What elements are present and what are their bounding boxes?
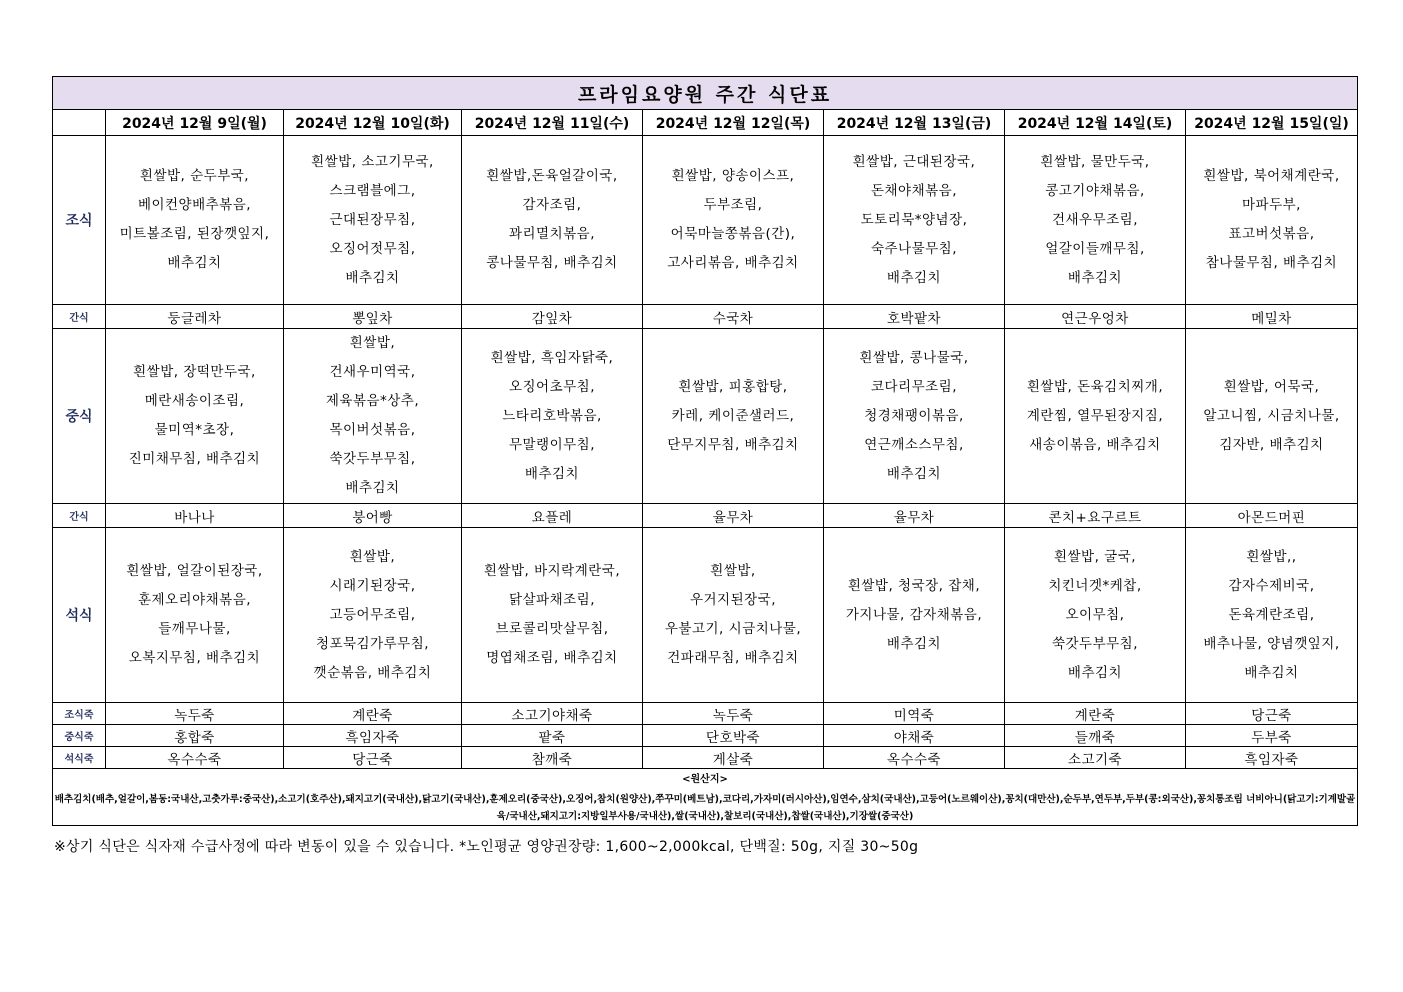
snack-pm-cell: 콘치+요구르트 bbox=[1005, 504, 1186, 528]
menu-item-line: 콩나물무침, 배추김치 bbox=[486, 255, 618, 271]
menu-item-line: 느타리호박볶음, bbox=[502, 407, 602, 424]
menu-item-line: 건새우무조림, bbox=[1051, 211, 1139, 228]
lunch-porridge-cell: 팥죽 bbox=[462, 725, 643, 747]
menu-item-line: 돈육계란조림, bbox=[1228, 606, 1315, 623]
menu-item-line: 배추김치 bbox=[1067, 664, 1123, 681]
snack-pm-cell: 요플레 bbox=[462, 504, 643, 528]
dinner-cell bbox=[284, 528, 462, 703]
menu-item-line: 코다리무조림, bbox=[870, 378, 958, 395]
menu-item-line: 두부조림, bbox=[703, 197, 763, 213]
menu-item-line: 계란찜, 열무된장지짐, bbox=[1026, 407, 1164, 424]
label-breakfast-porridge: 조식죽 bbox=[53, 703, 106, 725]
lunch-porridge-cell: 단호박죽 bbox=[643, 725, 824, 747]
menu-item-line: 배추김치 bbox=[886, 465, 942, 482]
menu-title: 프라임요양원 주간 식단표 bbox=[53, 77, 1358, 110]
lunch-cell bbox=[824, 329, 1005, 504]
label-dinner-porridge: 석식죽 bbox=[53, 747, 106, 769]
dinner-porridge-cell: 게살죽 bbox=[643, 747, 824, 769]
menu-item-line: 흰쌀밥, 북어채계란국, bbox=[1203, 168, 1340, 184]
breakfast-porridge-cell: 당근죽 bbox=[1186, 703, 1358, 725]
lunch-porridge-cell: 두부죽 bbox=[1186, 725, 1358, 747]
label-lunch-porridge: 중식죽 bbox=[53, 725, 106, 747]
menu-item-line: 콩고기야채볶음, bbox=[1045, 182, 1145, 199]
menu-item-line: 알고니찜, 시금치나물, bbox=[1203, 407, 1340, 424]
menu-item-line: 감자수제비국, bbox=[1228, 577, 1315, 594]
date-header: 2024년 12월 12일(목) bbox=[643, 110, 824, 136]
menu-item-line: 카레, 케이준샐러드, bbox=[671, 407, 795, 424]
menu-item-line: 흰쌀밥, 물만두국, bbox=[1040, 153, 1150, 170]
menu-item-line: 스크램블에그, bbox=[329, 182, 416, 199]
menu-item-line: 청포묵김가루무침, bbox=[315, 635, 430, 652]
menu-item-line: 새송이볶음, 배추김치 bbox=[1029, 436, 1161, 453]
breakfast-cell bbox=[643, 136, 824, 305]
snack-pm-cell: 율무차 bbox=[824, 504, 1005, 528]
breakfast-porridge-cell: 계란죽 bbox=[284, 703, 462, 725]
menu-item-line: 단무지무침, 배추김치 bbox=[667, 436, 799, 453]
menu-item-line: 배추김치 bbox=[886, 635, 942, 652]
menu-item-line: 건파래무침, 배추김치 bbox=[667, 650, 799, 666]
menu-item-line: 흰쌀밥, 돈육김치찌개, bbox=[1026, 378, 1164, 395]
dinner-porridge-cell: 소고기죽 bbox=[1005, 747, 1186, 769]
date-header: 2024년 12월 9일(월) bbox=[106, 110, 284, 136]
menu-item-line: 숙주나물무침, bbox=[870, 240, 958, 257]
menu-item-line: 감자조림, bbox=[522, 197, 582, 213]
menu-item-line: 흰쌀밥, 장떡만두국, bbox=[133, 364, 256, 380]
breakfast-cell bbox=[462, 136, 643, 305]
menu-item-line: 마파두부, bbox=[1242, 197, 1301, 213]
menu-item-line: 우거지된장국, bbox=[689, 592, 777, 608]
menu-item-line: 배추나물, 양념깻잎지, bbox=[1203, 635, 1340, 652]
breakfast-porridge-cell: 녹두죽 bbox=[106, 703, 284, 725]
menu-item-line: 훈제오리야채볶음, bbox=[137, 592, 252, 608]
menu-item-line: 표고버섯볶음, bbox=[1228, 226, 1315, 242]
lunch-cell bbox=[643, 329, 824, 504]
snack-am-cell: 수국차 bbox=[643, 305, 824, 329]
menu-item-line: 배추김치 bbox=[886, 269, 942, 286]
menu-item-line: 배추김치 bbox=[524, 465, 580, 482]
origin-text: 배추김치(배추,얼갈이,봄동:국내산,고춧가루:중국산),소고기(호주산),돼지고기(국내산),닭고기(국내산),훈제오리(중국산),오징어,참치(원양산),쭈꾸미(베트남),코다리,가자미(러시아산),임연수,삼치(국내산),고등어(노르웨이산),꽁치(대만산),순두부,연두부,두부(콩:외국산),꽁치통조림 너비아니(닭고기:기계발골육/국내산,돼지고기:지방일부사용/국내산),쌀(국내산),찰보리(국내산),찹쌀(국내산),기장쌀(중국산) bbox=[54, 793, 1356, 822]
menu-item-line: 흰쌀밥, bbox=[710, 563, 756, 579]
menu-item-line: 닭살파채조림, bbox=[508, 592, 596, 608]
menu-item-line: 오복지무침, 배추김치 bbox=[128, 650, 261, 666]
menu-item-line: 흰쌀밥, 콩나물국, bbox=[859, 349, 969, 366]
lunch-porridge-cell: 야채죽 bbox=[824, 725, 1005, 747]
menu-item-line: 흰쌀밥, bbox=[349, 548, 396, 565]
breakfast-cell bbox=[284, 136, 462, 305]
menu-item-line: 흰쌀밥, 굴국, bbox=[1053, 548, 1137, 565]
origin-info bbox=[53, 769, 1358, 826]
breakfast-porridge-cell: 녹두죽 bbox=[643, 703, 824, 725]
snack-am-cell: 둥글레차 bbox=[106, 305, 284, 329]
menu-item-line: 근대된장무침, bbox=[329, 211, 416, 228]
dinner-porridge-cell: 당근죽 bbox=[284, 747, 462, 769]
lunch-cell bbox=[284, 329, 462, 504]
menu-item-line: 흰쌀밥, 근대된장국, bbox=[852, 153, 976, 170]
menu-item-line: 김자반, 배추김치 bbox=[1219, 436, 1324, 453]
menu-item-line: 오이무침, bbox=[1065, 606, 1125, 623]
corner-cell bbox=[53, 110, 106, 136]
dinner-porridge-cell: 흑임자죽 bbox=[1186, 747, 1358, 769]
breakfast-porridge-cell: 계란죽 bbox=[1005, 703, 1186, 725]
breakfast-cell bbox=[824, 136, 1005, 305]
breakfast-cell bbox=[1186, 136, 1358, 305]
menu-item-line: 도토리묵*양념장, bbox=[860, 211, 968, 228]
menu-item-line: 고등어무조림, bbox=[329, 606, 416, 623]
lunch-cell bbox=[106, 329, 284, 504]
snack-am-cell: 연근우엉차 bbox=[1005, 305, 1186, 329]
menu-item-line: 흰쌀밥, 순두부국, bbox=[139, 168, 250, 184]
menu-item-line: 배추김치 bbox=[345, 480, 400, 496]
menu-item-line: 브로콜리맛살무침, bbox=[495, 621, 609, 637]
menu-item-line: 돈채야채볶음, bbox=[870, 182, 958, 199]
menu-item-line: 흰쌀밥,돈육얼갈이국, bbox=[486, 168, 618, 184]
menu-item-line: 흰쌀밥,, bbox=[1246, 548, 1297, 565]
menu-item-line: 흰쌀밥, 바지락계란국, bbox=[483, 563, 621, 579]
dinner-cell bbox=[643, 528, 824, 703]
lunch-cell bbox=[1186, 329, 1358, 504]
menu-item-line: 흰쌀밥, bbox=[349, 335, 396, 351]
menu-item-line: 메란새송이조림, bbox=[144, 393, 245, 409]
menu-item-line: 제육볶음*상추, bbox=[325, 393, 420, 409]
dinner-cell bbox=[462, 528, 643, 703]
dinner-porridge-cell: 옥수수죽 bbox=[824, 747, 1005, 769]
label-breakfast: 조식 bbox=[53, 136, 106, 305]
menu-item-line: 쑥갓두부무침, bbox=[329, 451, 416, 467]
lunch-cell bbox=[1005, 329, 1186, 504]
dinner-porridge-cell: 참깨죽 bbox=[462, 747, 643, 769]
menu-item-line: 오징어젓무침, bbox=[329, 240, 416, 257]
snack-pm-cell: 바나나 bbox=[106, 504, 284, 528]
menu-item-line: 청경채팽이볶음, bbox=[864, 407, 964, 424]
menu-item-line: 물미역*초장, bbox=[154, 422, 235, 438]
lunch-porridge-cell: 들깨죽 bbox=[1005, 725, 1186, 747]
menu-item-line: 연근깨소스무침, bbox=[864, 436, 964, 453]
menu-item-line: 무말랭이무침, bbox=[508, 436, 596, 453]
menu-item-line: 건새우미역국, bbox=[329, 364, 416, 380]
menu-item-line: 배추김치 bbox=[345, 269, 400, 286]
menu-item-line: 흰쌀밥, 흑임자닭죽, bbox=[490, 349, 614, 366]
menu-item-line: 배추김치 bbox=[1067, 269, 1123, 286]
menu-item-line: 시래기된장국, bbox=[329, 577, 416, 594]
menu-item-line: 깻순볶음, 배추김치 bbox=[313, 664, 432, 681]
menu-item-line: 흰쌀밥, 청국장, 잡채, bbox=[847, 577, 981, 594]
menu-item-line: 미트볼조림, 된장깻잎지, bbox=[119, 226, 270, 242]
menu-item-line: 흰쌀밥, 얼갈이된장국, bbox=[126, 563, 263, 579]
lunch-cell bbox=[462, 329, 643, 504]
date-header: 2024년 12월 15일(일) bbox=[1186, 110, 1358, 136]
footnote: ※상기 식단은 식자재 수급사정에 따라 변동이 있을 수 있습니다. *노인평균 영양권장량: 1,600~2,000kcal, 단백질: 50g, 지질 30~50g bbox=[54, 839, 919, 855]
snack-am-cell: 감잎차 bbox=[462, 305, 643, 329]
lunch-porridge-cell: 홍합죽 bbox=[106, 725, 284, 747]
snack-pm-cell: 아몬드머핀 bbox=[1186, 504, 1358, 528]
snack-pm-cell: 율무차 bbox=[643, 504, 824, 528]
menu-item-line: 배추김치 bbox=[1244, 664, 1299, 681]
menu-item-line: 쑥갓두부무침, bbox=[1051, 635, 1139, 652]
dinner-porridge-cell: 옥수수죽 bbox=[106, 747, 284, 769]
snack-am-cell: 메밀차 bbox=[1186, 305, 1358, 329]
menu-item-line: 얼갈이들깨무침, bbox=[1045, 240, 1145, 257]
weekly-menu-table bbox=[52, 76, 1358, 826]
menu-item-line: 우불고기, 시금치나물, bbox=[664, 621, 802, 637]
snack-pm-cell: 붕어빵 bbox=[284, 504, 462, 528]
label-lunch: 중식 bbox=[53, 329, 106, 504]
breakfast-cell bbox=[1005, 136, 1186, 305]
menu-item-line: 치킨너겟*케찹, bbox=[1048, 577, 1142, 594]
dinner-cell bbox=[824, 528, 1005, 703]
dinner-cell bbox=[1186, 528, 1358, 703]
menu-item-line: 목이버섯볶음, bbox=[329, 422, 416, 438]
menu-item-line: 오징어초무침, bbox=[508, 378, 596, 395]
breakfast-porridge-cell: 미역죽 bbox=[824, 703, 1005, 725]
menu-item-line: 흰쌀밥, 피홍합탕, bbox=[678, 378, 788, 395]
menu-item-line: 진미채무침, 배추김치 bbox=[128, 451, 261, 467]
menu-item-line: 가지나물, 감자채볶음, bbox=[845, 606, 983, 623]
date-header: 2024년 12월 10일(화) bbox=[284, 110, 462, 136]
menu-item-line: 어묵마늘쫑볶음(간), bbox=[670, 226, 796, 242]
menu-item-line: 참나물무침, 배추김치 bbox=[1205, 255, 1338, 271]
menu-item-line: 꽈리멸치볶음, bbox=[508, 226, 596, 242]
menu-item-line: 배추김치 bbox=[167, 255, 222, 271]
origin-title: <원산지> bbox=[682, 773, 728, 785]
label-snack-pm: 간식 bbox=[53, 504, 106, 528]
label-snack-am: 간식 bbox=[53, 305, 106, 329]
menu-item-line: 흰쌀밥, 양송이스프, bbox=[671, 168, 795, 184]
menu-item-line: 고사리볶음, 배추김치 bbox=[667, 255, 799, 271]
menu-item-line: 베이컨양배추볶음, bbox=[137, 197, 252, 213]
snack-am-cell: 뽕잎차 bbox=[284, 305, 462, 329]
menu-item-line: 들깨무나물, bbox=[158, 621, 231, 637]
breakfast-porridge-cell: 소고기야채죽 bbox=[462, 703, 643, 725]
menu-item-line: 흰쌀밥, 어묵국, bbox=[1223, 378, 1320, 395]
date-header: 2024년 12월 11일(수) bbox=[462, 110, 643, 136]
date-header: 2024년 12월 14일(토) bbox=[1005, 110, 1186, 136]
menu-item-line: 명엽채조림, 배추김치 bbox=[486, 650, 618, 666]
date-header: 2024년 12월 13일(금) bbox=[824, 110, 1005, 136]
snack-am-cell: 호박팥차 bbox=[824, 305, 1005, 329]
breakfast-cell bbox=[106, 136, 284, 305]
dinner-cell bbox=[106, 528, 284, 703]
lunch-porridge-cell: 흑임자죽 bbox=[284, 725, 462, 747]
label-dinner: 석식 bbox=[53, 528, 106, 703]
dinner-cell bbox=[1005, 528, 1186, 703]
menu-item-line: 흰쌀밥, 소고기무국, bbox=[311, 153, 434, 170]
